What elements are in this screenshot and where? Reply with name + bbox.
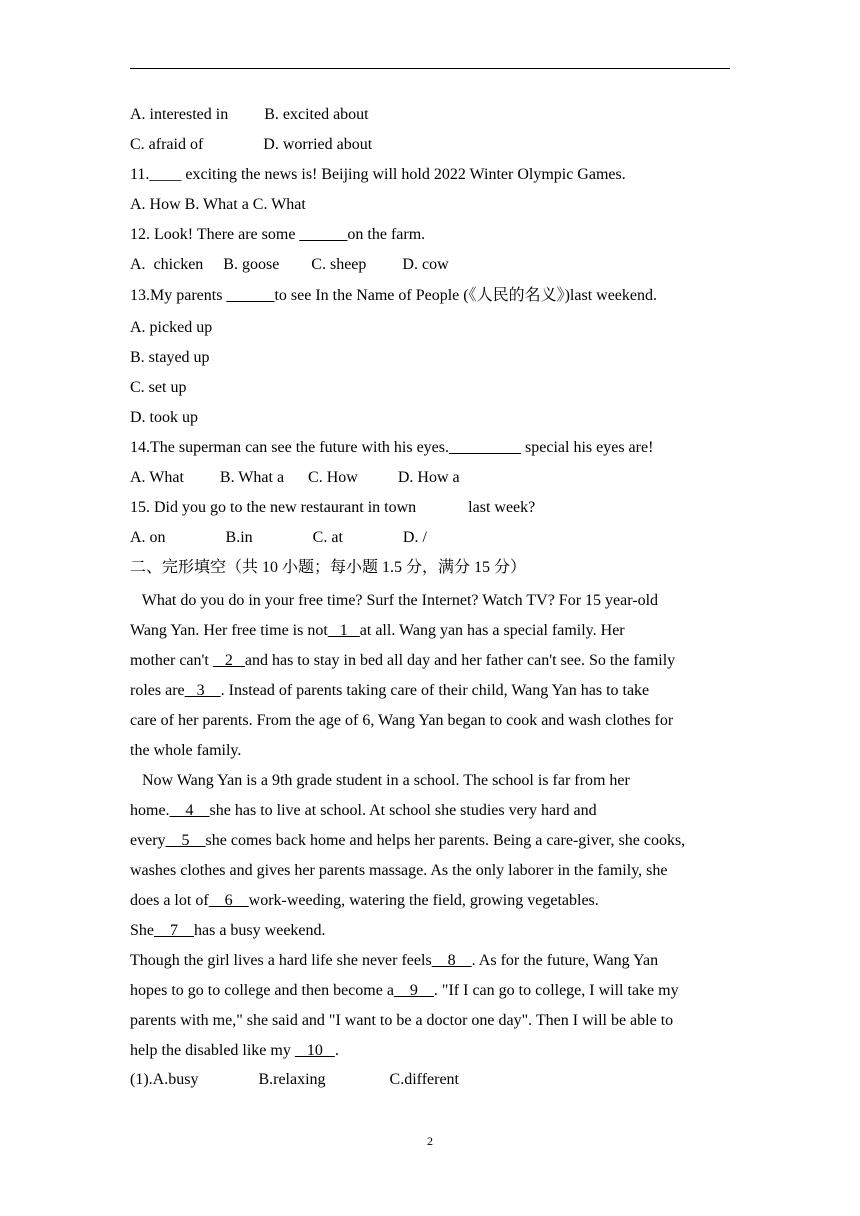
text-line bbox=[130, 528, 427, 548]
text-run: 12. Look! There are some bbox=[130, 226, 300, 243]
text-run: A. chicken B. goose C. sheep D. cow bbox=[130, 256, 449, 273]
text-line bbox=[130, 1011, 673, 1031]
text-run: help the disabled like my bbox=[130, 1042, 295, 1059]
text-run: she has to live at school. At school she studies very hard and bbox=[209, 802, 597, 819]
text-line bbox=[130, 318, 212, 338]
text-line bbox=[130, 105, 369, 125]
text-run: A. picked up bbox=[130, 319, 213, 336]
text-run: . bbox=[334, 1042, 339, 1059]
text-line bbox=[130, 771, 630, 791]
text-run: has a busy weekend. bbox=[194, 922, 326, 939]
text-run: 14.The superman can see the future with his eyes. bbox=[130, 439, 450, 456]
text-run: What do you do in your free time? Surf the Internet? Watch TV? For 15 year-old bbox=[130, 592, 659, 609]
answer-blank: 9 bbox=[393, 982, 434, 999]
text-line bbox=[130, 195, 306, 215]
text-run: Though the girl lives a hard life she never feels bbox=[130, 952, 432, 969]
text-line bbox=[130, 681, 649, 701]
text-run: She bbox=[130, 922, 154, 939]
text-line bbox=[130, 225, 425, 245]
text-run: and has to stay in bed all day and her father can't see. So the family bbox=[244, 652, 676, 669]
answer-blank: 1 bbox=[327, 622, 360, 639]
text-run: mother can't bbox=[130, 652, 213, 669]
text-line bbox=[130, 378, 186, 398]
text-run: 二、完形填空（共 10 小题；每小题 1.5 分，满分 15 分） bbox=[130, 559, 527, 576]
text-line bbox=[130, 741, 241, 761]
text-run: every bbox=[130, 832, 166, 849]
text-line bbox=[130, 1070, 459, 1090]
text-line bbox=[130, 135, 372, 155]
text-run: washes clothes and gives her parents massage. As the only laborer in the family, she bbox=[130, 862, 668, 879]
answer-blank: _________ bbox=[449, 439, 522, 456]
answer-blank: 3 bbox=[184, 682, 221, 699]
text-run: at all. Wang yan has a special family. Her bbox=[359, 622, 625, 639]
text-line bbox=[130, 891, 599, 911]
text-run: the whole family. bbox=[130, 742, 242, 759]
text-run: work-weeding, watering the field, growing vegetables. bbox=[248, 892, 599, 909]
text-line bbox=[130, 981, 679, 1001]
text-run: on the farm. bbox=[347, 226, 426, 243]
text-run: to see In the Name of People (《人民的名义》)last weekend. bbox=[274, 287, 658, 304]
text-run: Now Wang Yan is a 9th grade student in a school. The school is far from her bbox=[130, 772, 630, 789]
answer-blank: 2 bbox=[212, 652, 245, 669]
text-run: 11.____ exciting the news is! Beijing will hold 2022 Winter Olympic Games. bbox=[130, 166, 626, 183]
answer-blank: 7 bbox=[154, 922, 194, 939]
text-run: special his eyes are! bbox=[521, 439, 654, 456]
text-line bbox=[130, 831, 685, 851]
text-line bbox=[130, 255, 449, 275]
text-line bbox=[130, 165, 626, 185]
text-run: . Instead of parents taking care of their child, Wang Yan has to take bbox=[220, 682, 650, 699]
text-run: . As for the future, Wang Yan bbox=[471, 952, 659, 969]
text-line bbox=[130, 408, 198, 428]
text-line bbox=[130, 468, 460, 488]
answer-blank: ______ bbox=[226, 287, 275, 304]
answer-blank: 8 bbox=[431, 952, 472, 969]
answer-blank: 6 bbox=[208, 892, 249, 909]
answer-blank: 4 bbox=[169, 802, 210, 819]
text-line bbox=[130, 951, 658, 971]
text-run: 13.My parents bbox=[130, 287, 227, 304]
text-line bbox=[130, 498, 535, 518]
text-run: 15. Did you go to the new restaurant in town last week? bbox=[130, 499, 536, 516]
text-run: home. bbox=[130, 802, 170, 819]
text-run: C. afraid of D. worried about bbox=[130, 136, 373, 153]
text-line bbox=[130, 591, 658, 611]
text-run: hopes to go to college and then become a bbox=[130, 982, 394, 999]
header-rule bbox=[130, 68, 730, 69]
page-number: 2 bbox=[427, 1134, 433, 1148]
text-line bbox=[130, 921, 326, 941]
text-run: care of her parents. From the age of 6, Wang Yan began to cook and wash clothes for bbox=[130, 712, 674, 729]
text-run: Wang Yan. Her free time is not bbox=[130, 622, 328, 639]
text-line bbox=[130, 558, 526, 578]
text-line bbox=[130, 801, 597, 821]
text-run: A. What B. What a C. How D. How a bbox=[130, 469, 460, 486]
text-run: parents with me," she said and "I want to be a doctor one day". Then I will be able to bbox=[130, 1012, 674, 1029]
text-line bbox=[130, 286, 657, 306]
text-line bbox=[130, 1041, 339, 1061]
text-line bbox=[130, 438, 653, 458]
text-line bbox=[130, 711, 673, 731]
text-run: she comes back home and helps her parents. Being a care-giver, she cooks, bbox=[205, 832, 686, 849]
answer-blank: ______ bbox=[299, 226, 348, 243]
text-run: (1).A.busy B.relaxing C.different bbox=[130, 1071, 459, 1088]
text-run: A. How B. What a C. What bbox=[130, 196, 306, 213]
answer-blank: 5 bbox=[165, 832, 206, 849]
text-run: C. set up bbox=[130, 379, 187, 396]
text-run: . "If I can go to college, I will take my bbox=[433, 982, 679, 999]
text-run: roles are bbox=[130, 682, 185, 699]
answer-blank: 10 bbox=[294, 1042, 335, 1059]
text-run: does a lot of bbox=[130, 892, 209, 909]
text-run: A. interested in B. excited about bbox=[130, 106, 369, 123]
text-run: D. took up bbox=[130, 409, 198, 426]
text-line bbox=[130, 348, 210, 368]
text-line bbox=[130, 861, 667, 881]
text-line bbox=[130, 621, 625, 641]
text-run: B. stayed up bbox=[130, 349, 210, 366]
text-line bbox=[130, 651, 675, 671]
text-run: A. on B.in C. at D. / bbox=[130, 529, 427, 546]
